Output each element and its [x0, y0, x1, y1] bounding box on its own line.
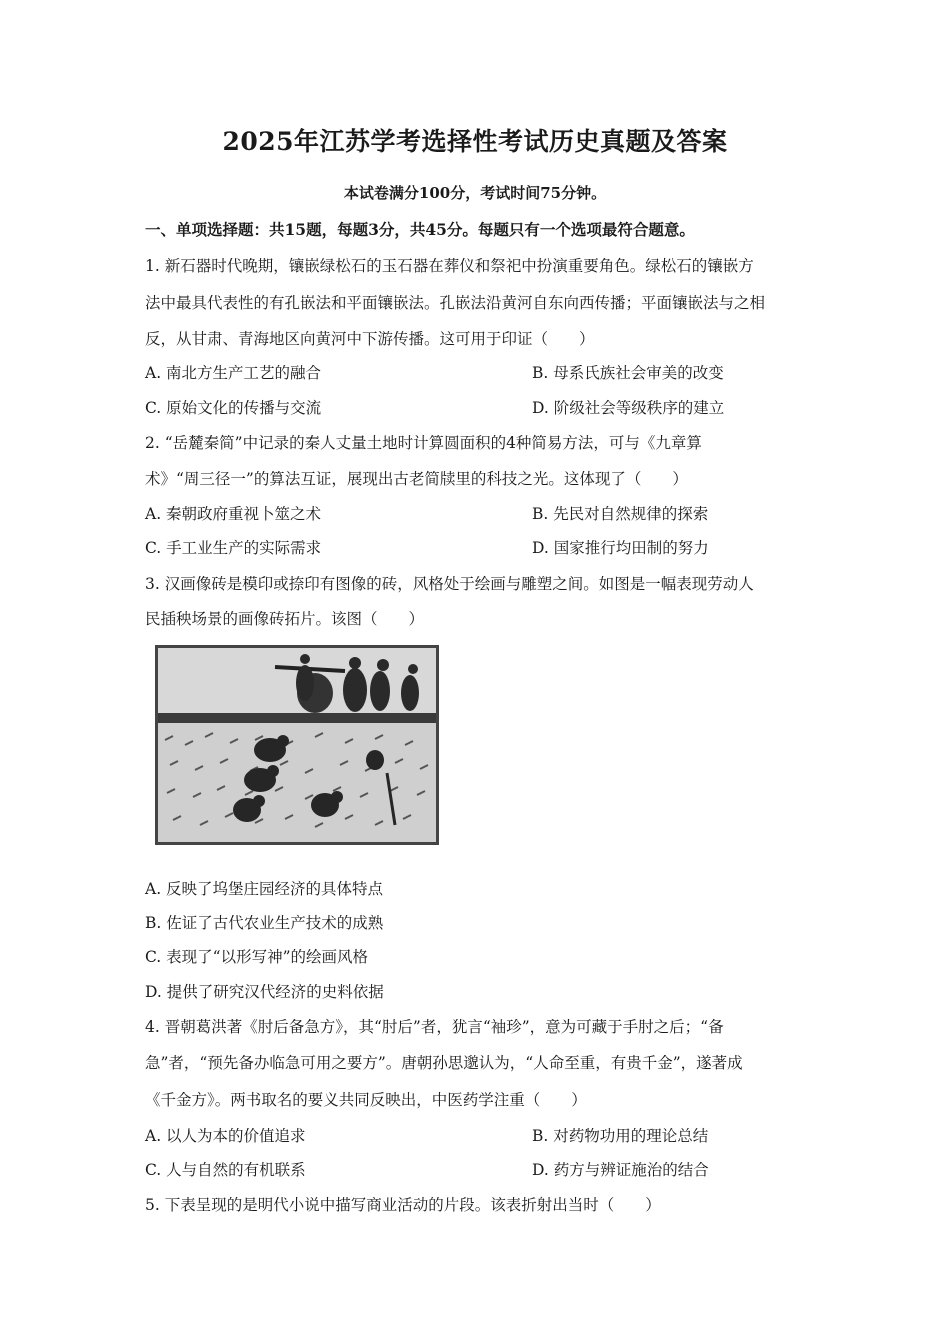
q4-line-1: 4. 晋朝葛洪著《肘后备急方》，其“肘后”者，犹言“袖珍”，意为可藏于手肘之后；“备: [145, 1018, 724, 1036]
q3-option-b: B. 佐证了古代农业生产技术的成熟: [145, 914, 384, 932]
q1-option-c: C. 原始文化的传播与交流: [145, 399, 322, 417]
q2-line-2: 术》“周三径一”的算法互证，展现出古老简牍里的科技之光。这体现了（ ）: [145, 470, 688, 488]
han-brick-rubbing-image: [155, 645, 439, 845]
q1-option-a: A. 南北方生产工艺的融合: [145, 364, 322, 382]
q1-line-1: 1. 新石器时代晚期，镶嵌绿松石的玉石器在葬仪和祭祀中扮演重要角色。绿松石的镶嵌方: [145, 257, 754, 275]
q1-line-3: 反，从甘肃、青海地区向黄河中下游传播。这可用于印证（ ）: [145, 330, 595, 348]
q4-line-2: 急”者，“预先备办临急可用之要方”。唐朝孙思邈认为，“人命至重，有贵千金”，遂著成: [145, 1054, 743, 1072]
section-heading: 一、单项选择题：共15题，每题3分，共45分。每题只有一个选项最符合题意。: [145, 220, 695, 239]
q2-option-c: C. 手工业生产的实际需求: [145, 539, 322, 557]
q4-option-c: C. 人与自然的有机联系: [145, 1161, 306, 1179]
q3-line-1: 3. 汉画像砖是模印或捺印有图像的砖，风格处于绘画与雕塑之间。如图是一幅表现劳动人: [145, 575, 754, 593]
q2-option-d: D. 国家推行均田制的努力: [532, 539, 709, 557]
q2-line-1: 2. “岳麓秦简”中记录的秦人丈量土地时计算圆面积的4种简易方法，可与《九章算: [145, 434, 702, 452]
q1-option-d: D. 阶级社会等级秩序的建立: [532, 399, 725, 417]
q3-option-c: C. 表现了“以形写神”的绘画风格: [145, 948, 369, 966]
q3-option-a: A. 反映了坞堡庄园经济的具体特点: [145, 880, 384, 898]
q4-line-3: 《千金方》。两书取名的要义共同反映出，中医药学注重（ ）: [145, 1091, 587, 1109]
q4-option-a: A. 以人为本的价值追求: [145, 1127, 306, 1145]
page-title: 2025年江苏学考选择性考试历史真题及答案: [222, 127, 728, 156]
exam-info: 本试卷满分100分，考试时间75分钟。: [343, 184, 607, 202]
q1-option-b: B. 母系氏族社会审美的改变: [532, 364, 724, 382]
q3-line-2: 民插秧场景的画像砖拓片。该图（ ）: [145, 610, 425, 628]
q4-option-b: B. 对药物功用的理论总结: [532, 1127, 709, 1145]
q1-line-2: 法中最具代表性的有孔嵌法和平面镶嵌法。孔嵌法沿黄河自东向西传播；平面镶嵌法与之相: [145, 294, 766, 312]
q2-option-b: B. 先民对自然规律的探索: [532, 505, 709, 523]
q5-line-1: 5. 下表呈现的是明代小说中描写商业活动的片段。该表折射出当时（ ）: [145, 1196, 661, 1214]
q3-option-d: D. 提供了研究汉代经济的史料依据: [145, 983, 384, 1001]
q4-option-d: D. 药方与辨证施治的结合: [532, 1161, 709, 1179]
q2-option-a: A. 秦朝政府重视卜筮之术: [145, 505, 322, 523]
